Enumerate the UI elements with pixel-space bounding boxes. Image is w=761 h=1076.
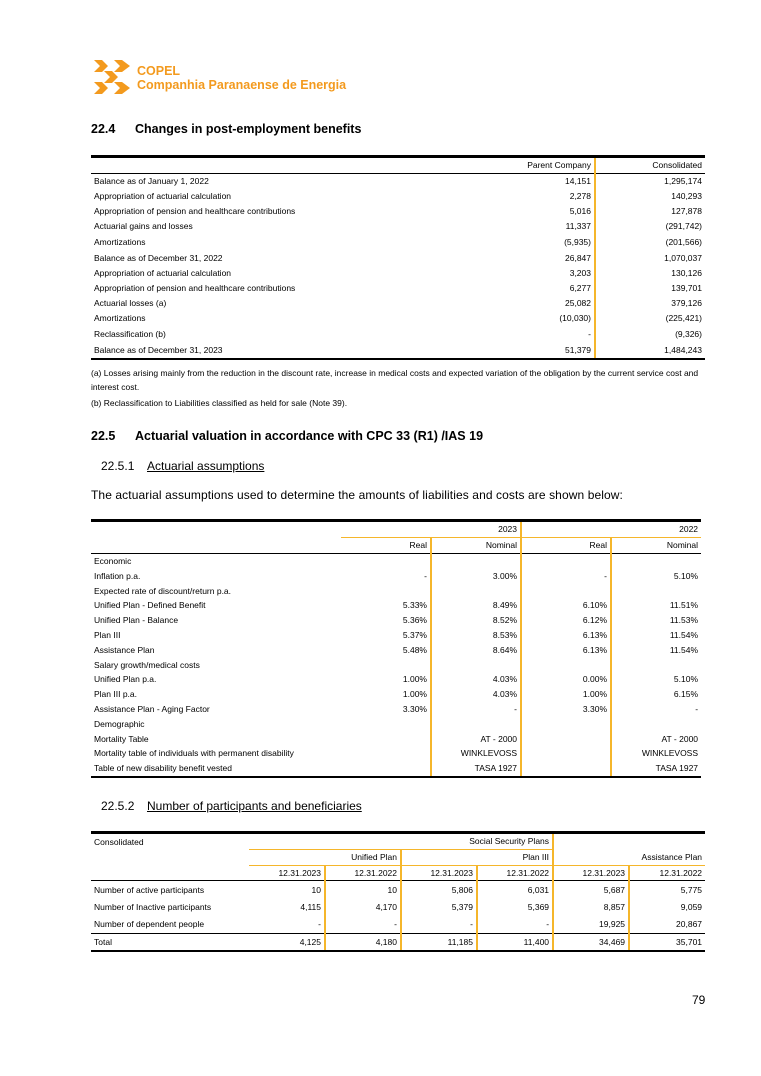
participant-count: 4,115 (249, 898, 325, 916)
assumption-value: 5.33% (341, 598, 431, 613)
assumption-value (611, 583, 701, 598)
section-22-5-heading: 22.5 Actuarial valuation in accordance with CPC 33 (R1) /IAS 19 (91, 429, 484, 443)
participant-count: - (401, 916, 477, 934)
table-notes (91, 366, 703, 410)
parent-company-value: - (500, 325, 595, 343)
assumption-value (611, 657, 701, 672)
participant-count: 11,185 (401, 933, 477, 951)
parent-company-value: 3,203 (500, 266, 595, 281)
participant-count: - (249, 916, 325, 934)
assumption-value (611, 716, 701, 731)
table-row (91, 642, 701, 657)
assumption-value: 1.00% (521, 687, 611, 702)
note-a: (a) Losses arising mainly from the reduction in the discount rate, increase in medical costs and expected variation of the obligation by the current service cost and interest cost. (91, 368, 699, 392)
assumption-value (341, 716, 431, 731)
row-label: Plan III p.a. (94, 689, 137, 700)
assumption-value: 0.00% (521, 672, 611, 687)
col-parent-company: Parent Company (500, 157, 595, 174)
subcol-nominal-2023: Nominal (431, 537, 521, 553)
assumption-value: 3.30% (341, 702, 431, 717)
table-row (91, 687, 701, 702)
copel-logo-icon (94, 60, 130, 94)
consolidated-value: 140,293 (671, 190, 702, 201)
date-header: 12.31.2022 (325, 865, 401, 881)
date-header: 12.31.2022 (629, 865, 705, 881)
plan-assistance: Assistance Plan (553, 849, 705, 865)
assumption-value: 6.10% (521, 598, 611, 613)
participant-count: 9,059 (680, 902, 703, 913)
assumption-value: TASA 1927 (431, 761, 521, 777)
assumption-value (521, 746, 611, 761)
parent-company-value: 6,277 (500, 281, 595, 296)
subcol-header-row (91, 537, 701, 553)
row-label: Balance as of January 1, 2022 (94, 176, 209, 187)
table-row (91, 343, 705, 359)
table-row (91, 628, 701, 643)
participant-count: 5,775 (680, 884, 703, 895)
parent-company-value: 5,016 (500, 203, 595, 218)
row-label: Unified Plan - Balance (94, 615, 179, 626)
assumption-value: 11.53% (669, 615, 699, 626)
assumption-value (521, 761, 611, 777)
row-label: Assistance Plan (94, 644, 155, 655)
row-label: Balance as of December 31, 2023 (91, 343, 500, 359)
row-label: Unified Plan p.a. (94, 674, 157, 685)
parent-company-value: (5,935) (500, 233, 595, 251)
participant-count: 6,031 (477, 881, 553, 899)
table-row (91, 731, 701, 746)
actuarial-assumptions-table (91, 519, 701, 778)
assumption-value (341, 657, 431, 672)
year-header-row (91, 521, 701, 538)
row-label: Amortizations (94, 312, 146, 323)
date-header: 12.31.2022 (477, 865, 553, 881)
row-label: Number of active participants (94, 884, 205, 895)
col-consolidated: Consolidated (595, 157, 705, 174)
assumption-value (341, 583, 431, 598)
row-label: Expected rate of discount/return p.a. (94, 585, 232, 596)
participant-count: 34,469 (553, 933, 629, 951)
parent-company-value: 2,278 (500, 189, 595, 204)
row-label: Salary growth/medical costs (94, 659, 200, 670)
assumption-value: 6.13% (521, 642, 611, 657)
table-row (91, 881, 705, 899)
assumption-value: - (341, 568, 431, 583)
participant-count: - (325, 916, 401, 934)
consolidated-value: 1,295,174 (664, 176, 702, 187)
assumption-value: 11.54% (669, 629, 699, 640)
row-label: Balance as of December 31, 2022 (94, 253, 223, 264)
participant-count: 4,180 (325, 933, 401, 951)
assumption-value: 4.03% (431, 672, 521, 687)
section-22-4-heading: 22.4 Changes in post-employment benefits (91, 122, 362, 136)
row-label: Mortality table of individuals with permanent disability (94, 748, 294, 759)
table-row (91, 173, 705, 188)
assumption-value: 5.36% (341, 613, 431, 628)
group-header-row (91, 833, 705, 850)
participant-count: 35,701 (629, 933, 705, 951)
row-label: Plan III (94, 629, 121, 640)
plan-unified: Unified Plan (249, 849, 401, 865)
consolidated-value: 379,126 (671, 297, 702, 308)
table-row (91, 233, 705, 251)
parent-company-value: 11,337 (500, 218, 595, 233)
table-row (91, 898, 705, 916)
consolidated-value: 1,484,243 (595, 343, 705, 359)
consolidated-value: (225,421) (665, 312, 702, 323)
assumption-value (521, 716, 611, 731)
assumption-value (521, 657, 611, 672)
table-row (91, 568, 701, 583)
row-label: Appropriation of pension and healthcare contributions (94, 205, 296, 216)
assumption-value: 8.52% (431, 613, 521, 628)
table-row (91, 325, 705, 343)
row-label: Total (91, 933, 249, 951)
table-row (91, 189, 705, 204)
consolidated-value: (291,742) (665, 220, 702, 231)
participants-table (91, 831, 705, 952)
table-row (91, 553, 701, 568)
brand-short-name: COPEL (137, 64, 181, 78)
assumption-value (341, 731, 431, 746)
table-row (91, 613, 701, 628)
assumption-value: 11.51% (669, 600, 699, 611)
participant-count: 5,379 (401, 898, 477, 916)
consolidated-value: 139,701 (671, 282, 702, 293)
assumption-value: 5.10% (673, 570, 699, 581)
consolidated-value: 1,070,037 (664, 253, 702, 264)
table-row (91, 598, 701, 613)
row-label: Appropriation of pension and healthcare contributions (94, 282, 296, 293)
assumption-value: TASA 1927 (611, 761, 701, 777)
assumption-value (521, 553, 611, 568)
assumption-value (431, 583, 521, 598)
corner-label: Consolidated (91, 833, 249, 850)
table-row (91, 266, 705, 281)
row-label: Reclassification (b) (94, 328, 166, 339)
assumption-value: - (521, 568, 611, 583)
assumption-value (521, 583, 611, 598)
assumption-value: 8.53% (431, 628, 521, 643)
assumption-value: - (431, 702, 521, 717)
row-label: Amortizations (94, 236, 146, 247)
company-name (137, 64, 346, 92)
row-label: Mortality Table (94, 733, 149, 744)
parent-company-value: 25,082 (500, 295, 595, 310)
participant-count: 10 (249, 881, 325, 899)
subcol-real-2023: Real (341, 537, 431, 553)
row-label: Unified Plan - Defined Benefit (94, 600, 206, 611)
row-label: Assistance Plan - Aging Factor (94, 703, 210, 714)
plans-header-row (91, 849, 705, 865)
assumption-value: 5.10% (673, 674, 699, 685)
consolidated-value: 127,878 (671, 205, 702, 216)
date-header: 12.31.2023 (553, 865, 629, 881)
table-row (91, 716, 701, 731)
table-row (91, 672, 701, 687)
assumption-value: 6.12% (521, 613, 611, 628)
table-row (91, 702, 701, 717)
assumption-value: 4.03% (431, 687, 521, 702)
participant-count: 8,857 (553, 898, 629, 916)
participant-count: 5,806 (401, 881, 477, 899)
assumption-value: AT - 2000 (661, 733, 699, 744)
assumption-value: WINKLEVOSS (641, 748, 699, 759)
row-label: Appropriation of actuarial calculation (94, 190, 232, 201)
assumption-value: 8.49% (431, 598, 521, 613)
row-label: Number of Inactive participants (94, 902, 212, 913)
page-number: 79 (692, 993, 706, 1007)
assumption-value: 1.00% (341, 672, 431, 687)
note-b: (b) Reclassification to Liabilities classified as held for sale (Note 39). (91, 398, 348, 408)
assumption-value: WINKLEVOSS (431, 746, 521, 761)
table-row (91, 281, 705, 296)
assumption-value: 3.00% (431, 568, 521, 583)
assumption-value: 1.00% (341, 687, 431, 702)
assumption-value (431, 657, 521, 672)
year-2022: 2022 (521, 521, 701, 538)
participant-count: - (477, 916, 553, 934)
table-row (91, 251, 705, 266)
row-label: Inflation p.a. (94, 570, 141, 581)
table-header-row (91, 157, 705, 174)
participant-count: 4,125 (249, 933, 325, 951)
table-row (91, 310, 705, 325)
consolidated-value: (201,566) (665, 236, 702, 247)
subcol-real-2022: Real (521, 537, 611, 553)
table-row (91, 916, 705, 934)
participant-count: 5,369 (477, 898, 553, 916)
table-row (91, 218, 705, 233)
assumption-value: 6.13% (521, 628, 611, 643)
plan-iii: Plan III (401, 849, 553, 865)
row-label: Table of new disability benefit vested (91, 761, 341, 777)
parent-company-value: 14,151 (500, 173, 595, 188)
assumption-value: 6.15% (673, 689, 699, 700)
row-label: Actuarial losses (a) (94, 297, 167, 308)
row-label: Actuarial gains and losses (94, 220, 193, 231)
assumption-value (431, 553, 521, 568)
assumption-value: 5.37% (341, 628, 431, 643)
participant-count: 19,925 (553, 916, 629, 934)
participant-count: 5,687 (553, 881, 629, 899)
section-22-5-2-heading: 22.5.2 Number of participants and beneficiaries (101, 799, 362, 813)
participant-count: 4,170 (325, 898, 401, 916)
table-row (91, 295, 705, 310)
assumption-value: 11.54% (669, 644, 699, 655)
section-22-5-1-heading: 22.5.1 Actuarial assumptions (101, 459, 265, 473)
table-row (91, 583, 701, 598)
assumption-value: 8.64% (431, 642, 521, 657)
post-employment-benefits-table (91, 155, 705, 360)
table-row (91, 746, 701, 761)
table-row (91, 933, 705, 951)
assumption-value: - (695, 703, 699, 714)
assumption-value (341, 761, 431, 777)
participant-count: 11,400 (477, 933, 553, 951)
year-2023: 2023 (341, 521, 521, 538)
date-header: 12.31.2023 (249, 865, 325, 881)
table-row (91, 657, 701, 672)
row-label: Economic (94, 555, 132, 566)
assumption-value (521, 731, 611, 746)
row-label: Number of dependent people (91, 916, 249, 934)
participant-count: 10 (325, 881, 401, 899)
row-label: Demographic (94, 718, 145, 729)
subcol-nominal-2022: Nominal (611, 537, 701, 553)
consolidated-value: 130,126 (671, 268, 702, 279)
assumption-value (341, 553, 431, 568)
assumption-value: 5.48% (341, 642, 431, 657)
row-label: Appropriation of actuarial calculation (94, 268, 232, 279)
table-row (91, 203, 705, 218)
assumption-value (431, 716, 521, 731)
dates-header-row (91, 865, 705, 881)
assumption-value (611, 553, 701, 568)
assumption-value: 3.30% (521, 702, 611, 717)
assumption-value (341, 746, 431, 761)
brand-full-name: Companhia Paranaense de Energia (137, 78, 347, 92)
date-header: 12.31.2023 (401, 865, 477, 881)
parent-company-value: 26,847 (500, 251, 595, 266)
consolidated-value: (9,326) (675, 328, 702, 339)
assumptions-intro: The actuarial assumptions used to determine the amounts of liabilities and costs are shown below: (91, 488, 623, 502)
assumption-value: AT - 2000 (431, 731, 521, 746)
parent-company-value: 51,379 (500, 343, 595, 359)
parent-company-value: (10,030) (500, 310, 595, 325)
table-row (91, 761, 701, 777)
social-security-plans-header: Social Security Plans (249, 833, 553, 850)
participant-count: 20,867 (629, 916, 705, 934)
